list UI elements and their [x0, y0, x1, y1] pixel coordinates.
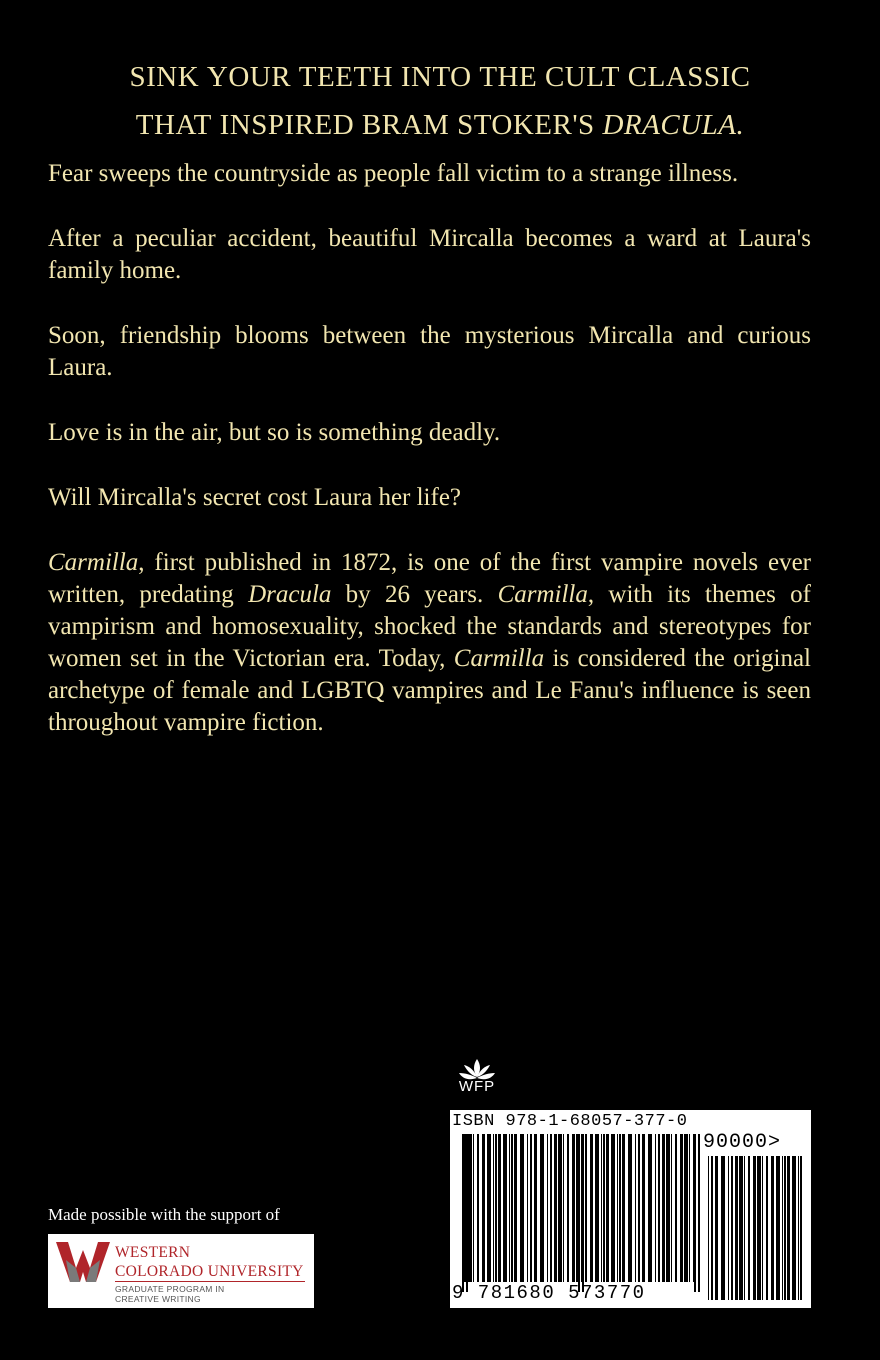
- isbn-barcode: [450, 1110, 811, 1308]
- isbn-label: ISBN 978-1-68057-377-0: [452, 1112, 688, 1131]
- headline-dracula-title: dracula.: [602, 97, 745, 143]
- title-carmilla-1: Carmilla: [48, 549, 139, 576]
- university-w-icon: [56, 1242, 110, 1282]
- blurb-paragraph-1: Fear sweeps the countryside as people fall victim to a strange illness.: [48, 160, 739, 187]
- headline-line-1: sink your teeth into the cult classic: [129, 49, 751, 95]
- blurb: [48, 158, 811, 772]
- blurb-paragraph-2: After a peculiar accident, beautiful Mircalla becomes a ward at Laura's family home.: [48, 225, 811, 284]
- history-text-4: is considered the original archetype of female and LGBTQ vampires and Le Fanu's influence is seen throughout vampire fiction.: [48, 645, 812, 736]
- blurb-paragraph-5: Will Mircalla's secret cost Laura her life?: [48, 484, 462, 511]
- headline: [30, 48, 850, 144]
- headline-line-2-text: that inspired bram stoker's: [135, 97, 603, 143]
- university-divider: [115, 1281, 305, 1282]
- history-text-2: by 26 years.: [331, 581, 498, 608]
- isbn-digits: 9 781680 573770: [452, 1282, 646, 1304]
- blurb-paragraph-history: [48, 547, 811, 739]
- headline-line-2: [30, 96, 850, 144]
- program-name-line-2: CREATIVE WRITING: [115, 1294, 201, 1304]
- university-name-line-1: WESTERN: [115, 1244, 191, 1261]
- university-name-line-2: COLORADO UNIVERSITY: [115, 1263, 304, 1280]
- history-text-3: , with its themes of vampirism and homosexuality, shocked the standards and stereotypes for women set in the Victorian era. Today,: [48, 581, 811, 672]
- program-name: [115, 1284, 224, 1304]
- history-text-1: , first published in 1872, is one of the first vampire novels ever written, predating: [48, 549, 811, 608]
- title-dracula: Dracula: [248, 581, 332, 608]
- price-code: 90000>: [703, 1131, 782, 1154]
- blurb-paragraph-4: Love is in the air, but so is something deadly.: [48, 419, 501, 446]
- title-carmilla-3: Carmilla: [453, 645, 545, 672]
- blurb-paragraph-3: Soon, friendship blooms between the mysterious Mircalla and curious Laura.: [48, 322, 811, 381]
- program-name-line-1: GRADUATE PROGRAM IN: [115, 1284, 225, 1294]
- title-carmilla-2: Carmilla: [497, 581, 588, 608]
- university-name: [115, 1243, 304, 1281]
- university-logo: [48, 1234, 314, 1308]
- support-text: Made possible with the support of: [48, 1205, 280, 1224]
- publisher-logo-text: WFP: [458, 1078, 496, 1095]
